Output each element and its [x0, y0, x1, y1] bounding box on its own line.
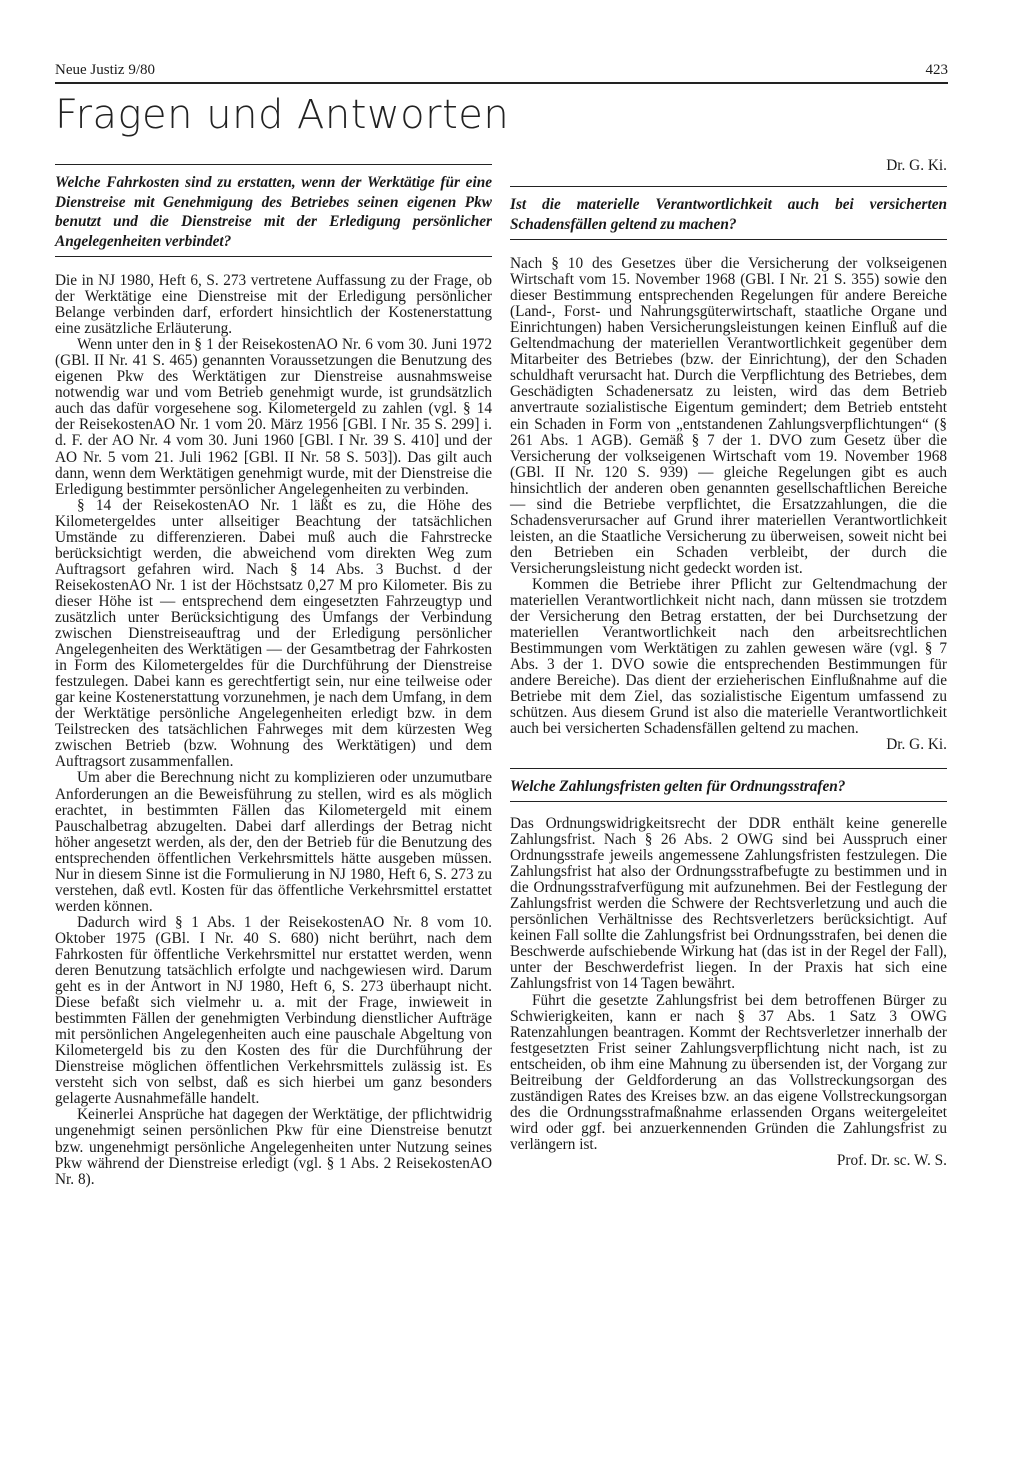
answer-1-paragraph: Keinerlei Ansprüche hat dagegen der Werktätige, der pflichtwidrig ungenehmigt seinen persönlichen Pkw für eine Dienstreise benutzt bzw. ungenehmigt persönliche Angelegenheiten unter Nutzung seines Pkw während der Dienstreise erledigt (vgl. § 1 Abs. 2 ReisekostenAO Nr. 8).	[55, 1106, 492, 1188]
answer-1-paragraph: § 14 der ReisekostenAO Nr. 1 läßt es zu, die Höhe des Kilometergeldes unter allseitiger Beachtung der tatsächlichen Umstände zu differenzieren. Dabei muß auch die Fahrstrecke berücksichtigt werden, die abweichend vom direkten Weg zum Auftragsort gefahren wird. Nach § 14 Abs. 3 Buchst. d der ReisekostenAO Nr. 1 ist der Höchstsatz 0,27 M pro Kilometer. Bis zu dieser Höhe ist — entsprechend dem eingesetzten Fahrzeugtyp und zusätzlich unter Berücksichtigung des Umfangs der Verbindung zwischen Dienstreiseauftrag und der Erledigung persönlicher Angelegenheiten des Werktätigen — der Gesamtbetrag der Fahrkosten in Form des Kilometergeldes für die Durchführung der Dienstreise festzulegen. Dabei kann es gerechtfertigt sein, nur eine teilweise oder gar keine Kostenerstattung vorzunehmen, je nach dem Umfang, in dem der Werktätige persönliche Angelegenheiten erledigt bzw. in dem Teilstrecken des tatsächlichen Fahrweges mit dem kürzesten Weg zwischen Betrieb (bzw. Wohnung des Werktätigen) und dem Auftragsort zusammenfallen.	[55, 496, 492, 771]
section-title: Fragen und Antworten	[55, 92, 510, 138]
answer-3-paragraph: Das Ordnungswidrigkeitsrecht der DDR enthält keine generelle Zahlungsfrist. Nach § 26 Abs. 2 OWG sind bei Ausspruch einer Ordnungsstrafe jeweils angemessene Zahlungsfristen festzulegen. Die Zahlungsfrist hat also der Ordnungsstrafbefugte zu bestimmen und in die Ordnungsstrafverfügung mit aufzunehmen. Bei der Festlegung der Zahlungsfrist werden die Schwere der Rechtsverletzung und auch die persönlichen Verhältnisse des Rechtsverletzers berücksichtigt. Auf keinen Fall sollte die Zahlungsfrist bei Ordnungsstrafen, bei denen die Beschwerde aufschiebende Wirkung hat (das ist in der Regel der Fall), unter der Beschwerdefrist liegen. In der Praxis hat sich eine Zahlungsfrist von 14 Tagen bewährt.	[510, 815, 947, 993]
answer-2-signature: Dr. G. Ki.	[886, 736, 947, 754]
answer-1-paragraph: Um aber die Berechnung nicht zu komplizieren oder unzumutbare Anforderungen an die Beweisführung zu stellen, wird es als möglich erachtet, in bestimmten Fällen das Kilometergeld mit einem Pauschalbetrag abzugelten. Dabei darf allerdings der Betrag nicht höher angesetzt werden, als der, den der Betrieb für die Benutzung des entsprechenden öffentlichen Verkehrsmittels hätte ausgeben müssen. Nur in diesem Sinne ist die Formulierung in NJ 1980, Heft 6, S. 273 zu verstehen, daß evtl. Kosten für das öffentliche Verkehrsmittel erstattet werden können.	[55, 769, 492, 915]
answer-1-signature: Dr. G. Ki.	[886, 157, 947, 174]
question-rule-top	[510, 186, 947, 187]
right-column	[510, 158, 947, 1169]
answer-1-paragraph: Die in NJ 1980, Heft 6, S. 273 vertretene Auffassung zu der Frage, ob der Werktätige eine Dienstreise mit der Erledigung persönlicher Belange verbinden darf, erfordert hinsichtlich der Kostenerstattung eine zusätzliche Erläuterung.	[55, 272, 492, 338]
question-box-3	[510, 773, 947, 803]
header-rule	[55, 82, 948, 84]
answer-1-paragraph: Wenn unter den in § 1 der ReisekostenAO Nr. 6 vom 30. Juni 1972 (GBl. II Nr. 41 S. 465) genannten Voraussetzungen die Benutzung des eigenen Pkw des Werktätigen zur Dienstreise ausnahmsweise notwendig war und vom Betrieb genehmigt wurde, ist grundsätzlich auch das dafür vorgesehene sog. Kilometergeld zu zahlen (vgl. § 14 der ReisekostenAO Nr. 1 vom 20. März 1956 [GBl. I Nr. 35 S. 299] i. d. F. der AO Nr. 4 vom 30. Juni 1960 [GBl. I Nr. 39 S. 410] und der AO Nr. 5 vom 21. Juli 1962 [GBl. II Nr. 58 S. 503]). Das gilt auch dann, wenn dem Werktätigen genehmigt wurde, mit der Dienstreise die Erledigung bestimmter persönlicher Angelegenheiten zu verbinden.	[55, 336, 492, 498]
question-box-2	[510, 191, 947, 240]
question-rule-top	[55, 164, 492, 165]
answer-3-signature: Prof. Dr. sc. W. S.	[836, 1151, 947, 1169]
journal-issue: Neue Justiz 9/80	[55, 62, 155, 78]
answer-2-paragraph: Kommen die Betriebe ihrer Pflicht zur Geltendmachung der materiellen Verantwortlichkeit nicht nach, dann müssen sie trotzdem der Versicherung den Betrag erstatten, der bei Durchsetzung der materiellen Verantwortlichkeit nach den arbeitsrechtlichen Bestimmungen vom Werktätigen zu zahlen gewesen wäre (vgl. § 7 Abs. 3 der 1. DVO sowie die entsprechenden Bestimmungen für andere Bereiche). Das dient der erzieherischen Einflußnahme auf die Betriebe mit dem Ziel, das sozialistische Eigentum umfassend zu schützen. Aus diesem Grund ist also die materielle Verantwortlichkeit auch bei versicherten Schadensfällen geltend zu machen.	[510, 575, 947, 738]
question-1: Welche Fahrkosten sind zu erstatten, wenn der Werktätige für eine Dienstreise mit Genehmigung des Betriebes seinen eigenen Pkw benutzt und die Dienstreise mit der Erledigung persönlicher Angelegenheiten verbindet?	[55, 174, 492, 250]
answer-3-paragraph: Führt die gesetzte Zahlungsfrist bei dem betroffenen Bürger zu Schwierigkeiten, kann er nach § 37 Abs. 1 Satz 3 OWG Ratenzahlungen beantragen. Kommt der Rechtsverletzer innerhalb der festgesetzten Frist seiner Zahlungsverpflichtung nicht nach, ist zu entscheiden, ob ihm eine Mahnung zu übersenden ist, der Vorgang zur Beitreibung der Geldforderung an das Vollstreckungsorgan des zuständigen Rates des Kreises bzw. an das eigene Vollstreckungsorgan des die Ordnungsstrafmaßnahme erlassenden Organs weitergeleitet wird oder ggf. bei anzuerkennenden Gründen die Zahlungsfrist zu verlängern ist.	[510, 991, 947, 1153]
page-number: 423	[925, 62, 948, 78]
question-3: Welche Zahlungsfristen gelten für Ordnungsstrafen?	[510, 777, 846, 795]
left-column	[55, 158, 492, 1188]
question-box-1	[55, 169, 492, 257]
question-rule-top	[510, 768, 947, 769]
question-2: Ist die materielle Verantwortlichkeit auch bei versicherten Schadensfällen geltend zu machen?	[510, 196, 947, 233]
answer-2-paragraph: Nach § 10 des Gesetzes über die Versicherung der volkseigenen Wirtschaft vom 15. November 1968 (GBl. I Nr. 21 S. 355) sowie den dieser Bestimmung entsprechenden Regelungen für andere Bereiche (Land-, Forst- und Nahrungsgüterwirtschaft, staatliche Organe und Einrichtungen) haben Versicherungsleistungen keinen Einfluß auf die Geltendmachung der materiellen Verantwortlichkeit gegenüber dem Mitarbeiter des Betriebes (bzw. der Einrichtung), der den Schaden schuldhaft verursacht hat. Durch die Verpflichtung des Betriebes, dem Geschädigten Schadenersatz zu leisten, wird das dem Betrieb anvertraute sozialistische Eigentum gemindert; dem Betrieb entsteht ein Schaden in Form von „entstandenen Zahlungsverpflichtungen“ (§ 261 Abs. 1 AGB). Gemäß § 7 der 1. DVO zum Gesetz über die Versicherung der volkseigenen Wirtschaft vom 19. November 1968 (GBl. II Nr. 120 S. 939) — gleiche Regelungen gibt es auch hinsichtlich der anderen oben genannten gesellschaftlichen Bereiche — sind die Betriebe verpflichtet, die Ersatzzahlungen, die die Schadensverursacher auf Grund ihrer materiellen Verantwortlichkeit leisten, an die Staatliche Versicherung zu überweisen, soweit nicht bei den Betrieben ein Schaden verbleibt, der durch die Versicherungsleistung nicht gedeckt worden ist.	[510, 255, 947, 577]
answer-1-paragraph: Dadurch wird § 1 Abs. 1 der ReisekostenAO Nr. 8 vom 10. Oktober 1975 (GBl. I Nr. 40 S. 680) nicht berührt, nach dem Fahrkosten für öffentliche Verkehrsmittel nur erstattet werden, wenn deren Benutzung tatsächlich erfolgte und nachgewiesen wird. Darum geht es in der Antwort in NJ 1980, Heft 6, S. 273 überhaupt nicht. Diese befaßt sich vielmehr u. a. mit der Frage, inwieweit in bestimmten Fällen der genehmigten Verbindung dienstlicher Aufträge mit persönlichen Angelegenheiten auch eine pauschale Abgeltung von Kilometergeld bis zu den Kosten des für die Durchführung der Dienstreise möglichen öffentlichen Verkehrsmittels zulässig ist. Es versteht sich von selbst, daß es sich hierbei um ganz besonders gelagerte Ausnahmefälle handelt.	[55, 913, 492, 1108]
running-header	[55, 62, 948, 82]
